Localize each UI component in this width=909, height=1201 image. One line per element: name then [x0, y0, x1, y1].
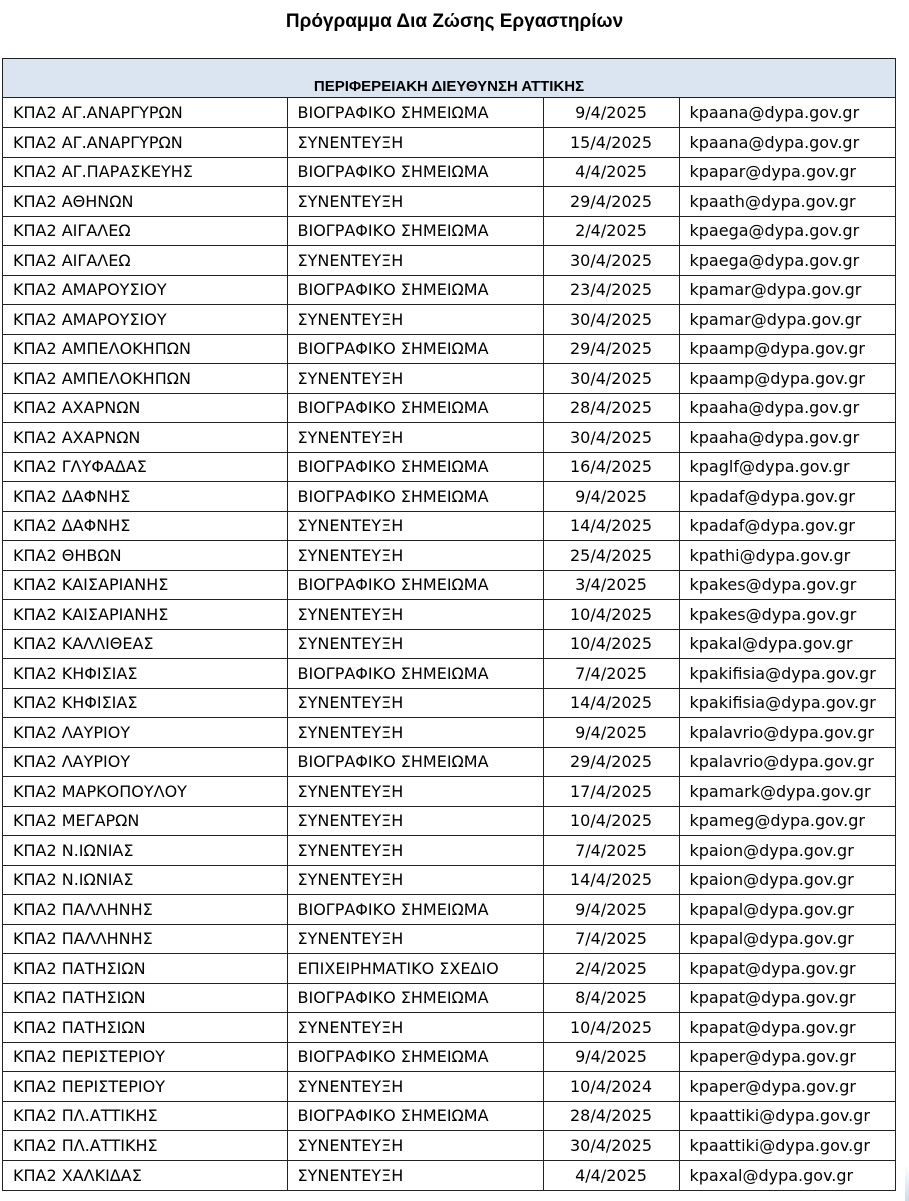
- email-cell: kpapal@dypa.gov.gr: [679, 924, 895, 954]
- document-title: Πρόγραμμα Δια Ζώσης Εργαστηρίων: [285, 11, 624, 32]
- date-cell: 10/4/2025: [543, 806, 679, 836]
- date-cell: 30/4/2025: [543, 1131, 679, 1161]
- table-row: [3, 98, 895, 128]
- date-cell: 28/4/2025: [543, 393, 679, 423]
- office-cell: ΚΠΑ2 ΔΑΦΝΗΣ: [3, 482, 287, 512]
- email-cell: kpakifisia@dypa.gov.gr: [679, 688, 895, 718]
- date-cell: 7/4/2025: [543, 659, 679, 689]
- office-cell: ΚΠΑ2 ΑΧΑΡΝΩΝ: [3, 423, 287, 453]
- office-cell: ΚΠΑ2 ΑΙΓΑΛΕΩ: [3, 246, 287, 276]
- table-row: [3, 1072, 895, 1102]
- date-cell: 14/4/2025: [543, 688, 679, 718]
- date-cell: 9/4/2025: [543, 718, 679, 748]
- date-cell: 9/4/2025: [543, 895, 679, 925]
- email-cell: kpaana@dypa.gov.gr: [679, 128, 895, 158]
- workshop-type-cell: ΣΥΝΕΝΤΕΥΞΗ: [287, 1131, 543, 1161]
- workshop-type-cell: ΒΙΟΓΡΑΦΙΚΟ ΣΗΜΕΙΩΜΑ: [287, 216, 543, 246]
- email-cell: kpakal@dypa.gov.gr: [679, 629, 895, 659]
- workshop-type-cell: ΣΥΝΕΝΤΕΥΞΗ: [287, 541, 543, 571]
- workshop-type-cell: ΒΙΟΓΡΑΦΙΚΟ ΣΗΜΕΙΩΜΑ: [287, 452, 543, 482]
- workshop-type-cell: ΣΥΝΕΝΤΕΥΞΗ: [287, 924, 543, 954]
- workshop-type-cell: ΣΥΝΕΝΤΕΥΞΗ: [287, 364, 543, 394]
- email-cell: kpakes@dypa.gov.gr: [679, 570, 895, 600]
- email-cell: kpaxal@dypa.gov.gr: [689, 1165, 854, 1185]
- workshop-type-cell: ΒΙΟΓΡΑΦΙΚΟ ΣΗΜΕΙΩΜΑ: [287, 334, 543, 364]
- table-row: [3, 1042, 895, 1072]
- date-cell: 10/4/2025: [543, 629, 679, 659]
- email-cell: kpaattiki@dypa.gov.gr: [679, 1101, 895, 1131]
- date-cell: 7/4/2025: [543, 924, 679, 954]
- schedule-table: [2, 58, 896, 1191]
- table-row: [3, 364, 895, 394]
- workshop-type-cell: ΒΙΟΓΡΑΦΙΚΟ ΣΗΜΕΙΩΜΑ: [287, 1042, 543, 1072]
- workshop-type-cell: ΒΙΟΓΡΑΦΙΚΟ ΣΗΜΕΙΩΜΑ: [287, 747, 543, 777]
- date-cell: 28/4/2025: [543, 1101, 679, 1131]
- workshop-type-cell: ΒΙΟΓΡΑΦΙΚΟ ΣΗΜΕΙΩΜΑ: [287, 98, 543, 128]
- office-cell: ΚΠΑ2 ΚΑΛΛΙΘΕΑΣ: [3, 629, 287, 659]
- table-body: [3, 98, 895, 1190]
- email-cell: kpaaha@dypa.gov.gr: [679, 423, 895, 453]
- email-cell: kpakifisia@dypa.gov.gr: [679, 659, 895, 689]
- email-cell: kpamar@dypa.gov.gr: [679, 305, 895, 335]
- table-row: [3, 924, 895, 954]
- date-cell: 30/4/2025: [543, 305, 679, 335]
- office-cell: ΚΠΑ2 ΧΑΛΚΙΔΑΣ: [3, 1160, 287, 1190]
- email-cell: kpaion@dypa.gov.gr: [679, 865, 895, 895]
- table-row: [3, 482, 895, 512]
- workshop-type-cell: ΣΥΝΕΝΤΕΥΞΗ: [287, 1072, 543, 1102]
- date-cell: 9/4/2025: [543, 482, 679, 512]
- workshop-type-cell: ΒΙΟΓΡΑΦΙΚΟ ΣΗΜΕΙΩΜΑ: [287, 1101, 543, 1131]
- office-cell: ΚΠΑ2 ΛΑΥΡΙΟΥ: [3, 747, 287, 777]
- workshop-type-cell: ΣΥΝΕΝΤΕΥΞΗ: [287, 423, 543, 453]
- workshop-type-cell: ΣΥΝΕΝΤΕΥΞΗ: [287, 629, 543, 659]
- office-cell: ΚΠΑ2 ΓΛΥΦΑΔΑΣ: [3, 452, 287, 482]
- date-cell: 10/4/2025: [543, 1013, 679, 1043]
- office-cell: ΚΠΑ2 ΑΓ.ΠΑΡΑΣΚΕΥΗΣ: [3, 157, 287, 187]
- workshop-type-cell: ΒΙΟΓΡΑΦΙΚΟ ΣΗΜΕΙΩΜΑ: [287, 275, 543, 305]
- table-row: [3, 747, 895, 777]
- office-cell: ΚΠΑ2 Ν.ΙΩΝΙΑΣ: [3, 836, 287, 866]
- table-row: [3, 600, 895, 630]
- email-cell: kpapat@dypa.gov.gr: [679, 983, 895, 1013]
- email-cell: kpameg@dypa.gov.gr: [679, 806, 895, 836]
- email-cell: kpaamp@dypa.gov.gr: [679, 364, 895, 394]
- table-row: [3, 246, 895, 276]
- email-cell: kpaega@dypa.gov.gr: [679, 216, 895, 246]
- table-row: [3, 1101, 895, 1131]
- table-row: [3, 511, 895, 541]
- table-row: [3, 1131, 895, 1161]
- email-cell: kpaaha@dypa.gov.gr: [679, 393, 895, 423]
- email-cell: kpaion@dypa.gov.gr: [679, 836, 895, 866]
- email-cell: kpamar@dypa.gov.gr: [679, 275, 895, 305]
- workshop-type-cell: ΣΥΝΕΝΤΕΥΞΗ: [287, 1013, 543, 1043]
- table-row: [3, 1160, 895, 1190]
- table-row: [3, 836, 895, 866]
- date-cell: 10/4/2024: [543, 1072, 679, 1102]
- office-cell: ΚΠΑ2 ΑΘΗΝΩΝ: [3, 187, 287, 217]
- table-row: [3, 216, 895, 246]
- workshop-type-cell: ΣΥΝΕΝΤΕΥΞΗ: [287, 187, 543, 217]
- workshop-type-cell: ΣΥΝΕΝΤΕΥΞΗ: [287, 777, 543, 807]
- email-cell: kpaana@dypa.gov.gr: [679, 98, 895, 128]
- office-cell: ΚΠΑ2 ΛΑΥΡΙΟΥ: [3, 718, 287, 748]
- date-cell: 25/4/2025: [543, 541, 679, 571]
- office-cell: ΚΠΑ2 ΘΗΒΩΝ: [3, 541, 287, 571]
- table-row: [3, 128, 895, 158]
- email-cell: kpathi@dypa.gov.gr: [679, 541, 895, 571]
- date-cell: 16/4/2025: [543, 452, 679, 482]
- workshop-type-cell: ΣΥΝΕΝΤΕΥΞΗ: [287, 836, 543, 866]
- office-cell: ΚΠΑ2 ΚΑΙΣΑΡΙΑΝΗΣ: [3, 570, 287, 600]
- table-row: [3, 393, 895, 423]
- table-row: [3, 983, 895, 1013]
- workshop-type-cell: ΣΥΝΕΝΤΕΥΞΗ: [287, 688, 543, 718]
- table-row: [3, 187, 895, 217]
- email-cell: kpadaf@dypa.gov.gr: [679, 511, 895, 541]
- workshop-table: [3, 98, 895, 1190]
- email-cell: kpaamp@dypa.gov.gr: [679, 334, 895, 364]
- workshop-type-cell: ΒΙΟΓΡΑΦΙΚΟ ΣΗΜΕΙΩΜΑ: [287, 393, 543, 423]
- workshop-type-cell: ΣΥΝΕΝΤΕΥΞΗ: [287, 305, 543, 335]
- workshop-type-cell: ΣΥΝΕΝΤΕΥΞΗ: [287, 600, 543, 630]
- table-row: [3, 895, 895, 925]
- office-cell: ΚΠΑ2 ΠΑΤΗΣΙΩΝ: [3, 1013, 287, 1043]
- workshop-type-cell: ΒΙΟΓΡΑΦΙΚΟ ΣΗΜΕΙΩΜΑ: [287, 157, 543, 187]
- table-row: [3, 275, 895, 305]
- office-cell: ΚΠΑ2 ΚΑΙΣΑΡΙΑΝΗΣ: [3, 600, 287, 630]
- office-cell: ΚΠΑ2 ΠΛ.ΑΤΤΙΚΗΣ: [3, 1101, 287, 1131]
- date-cell: 2/4/2025: [543, 954, 679, 984]
- workshop-type-cell: ΣΥΝΕΝΤΕΥΞΗ: [287, 511, 543, 541]
- office-cell: ΚΠΑ2 ΠΑΤΗΣΙΩΝ: [3, 954, 287, 984]
- office-cell: ΚΠΑ2 ΠΑΛΛΗΝΗΣ: [3, 895, 287, 925]
- table-row: [3, 570, 895, 600]
- workshop-type-cell: ΣΥΝΕΝΤΕΥΞΗ: [287, 128, 543, 158]
- office-cell: ΚΠΑ2 ΑΙΓΑΛΕΩ: [3, 216, 287, 246]
- table-row: [3, 423, 895, 453]
- decorative-edge: [905, 1165, 909, 1201]
- date-cell: 15/4/2025: [543, 128, 679, 158]
- workshop-type-cell: ΒΙΟΓΡΑΦΙΚΟ ΣΗΜΕΙΩΜΑ: [287, 570, 543, 600]
- workshop-type-cell: ΕΠΙΧΕΙΡΗΜΑΤΙΚΟ ΣΧΕΔΙΟ: [287, 954, 543, 984]
- table-row: [3, 954, 895, 984]
- email-cell: kpapat@dypa.gov.gr: [679, 954, 895, 984]
- table-row: [3, 777, 895, 807]
- email-cell: kpakes@dypa.gov.gr: [679, 600, 895, 630]
- workshop-type-cell: ΣΥΝΕΝΤΕΥΞΗ: [287, 806, 543, 836]
- table-row: [3, 305, 895, 335]
- date-cell: 29/4/2025: [543, 334, 679, 364]
- table-row: [3, 718, 895, 748]
- workshop-type-cell: ΒΙΟΓΡΑΦΙΚΟ ΣΗΜΕΙΩΜΑ: [287, 983, 543, 1013]
- email-cell: kpamark@dypa.gov.gr: [679, 777, 895, 807]
- date-cell: 9/4/2025: [543, 1042, 679, 1072]
- table-row: [3, 865, 895, 895]
- office-cell: ΚΠΑ2 ΑΓ.ΑΝΑΡΓΥΡΩΝ: [3, 98, 287, 128]
- workshop-type-cell: ΣΥΝΕΝΤΕΥΞΗ: [287, 1160, 543, 1190]
- office-cell: ΚΠΑ2 ΚΗΦΙΣΙΑΣ: [3, 659, 287, 689]
- email-cell: kpaega@dypa.gov.gr: [679, 246, 895, 276]
- table-row: [3, 806, 895, 836]
- workshop-type-cell: ΣΥΝΕΝΤΕΥΞΗ: [287, 246, 543, 276]
- office-cell: ΚΠΑ2 ΜΑΡΚΟΠΟΥΛΟΥ: [3, 777, 287, 807]
- email-cell: kpapat@dypa.gov.gr: [679, 1013, 895, 1043]
- table-row: [3, 541, 895, 571]
- workshop-type-cell: ΒΙΟΓΡΑΦΙΚΟ ΣΗΜΕΙΩΜΑ: [287, 895, 543, 925]
- region-header: [3, 59, 895, 98]
- office-cell: ΚΠΑ2 ΑΜΑΡΟΥΣΙΟΥ: [3, 275, 287, 305]
- office-cell: ΚΠΑ2 ΑΜΠΕΛΟΚΗΠΩΝ: [3, 334, 287, 364]
- office-cell: ΚΠΑ2 ΑΓ.ΑΝΑΡΓΥΡΩΝ: [3, 128, 287, 158]
- email-cell: kpaper@dypa.gov.gr: [679, 1042, 895, 1072]
- email-cell: kpaper@dypa.gov.gr: [679, 1072, 895, 1102]
- office-cell: ΚΠΑ2 ΑΜΑΡΟΥΣΙΟΥ: [3, 305, 287, 335]
- date-cell: 8/4/2025: [543, 983, 679, 1013]
- table-row: [3, 452, 895, 482]
- office-cell: ΚΠΑ2 ΠΑΤΗΣΙΩΝ: [3, 983, 287, 1013]
- table-row: [3, 334, 895, 364]
- table-row: [3, 1013, 895, 1043]
- date-cell: 14/4/2025: [543, 865, 679, 895]
- office-cell: ΚΠΑ2 ΑΜΠΕΛΟΚΗΠΩΝ: [3, 364, 287, 394]
- date-cell: 30/4/2025: [543, 364, 679, 394]
- workshop-type-cell: ΒΙΟΓΡΑΦΙΚΟ ΣΗΜΕΙΩΜΑ: [287, 482, 543, 512]
- email-cell: kpaattiki@dypa.gov.gr: [679, 1131, 895, 1161]
- region-header-label: ΠΕΡΙΦΕΡΕΙΑΚΗ ΔΙΕΥΘΥΝΣΗ ΑΤΤΙΚΗΣ: [313, 78, 585, 95]
- email-cell: kpalavrio@dypa.gov.gr: [679, 747, 895, 777]
- office-cell: ΚΠΑ2 Ν.ΙΩΝΙΑΣ: [3, 865, 287, 895]
- email-cell: kpadaf@dypa.gov.gr: [679, 482, 895, 512]
- office-cell: ΚΠΑ2 ΑΧΑΡΝΩΝ: [3, 393, 287, 423]
- date-cell: 23/4/2025: [543, 275, 679, 305]
- office-cell: ΚΠΑ2 ΠΕΡΙΣΤΕΡΙΟΥ: [3, 1042, 287, 1072]
- table-row: [3, 157, 895, 187]
- office-cell: ΚΠΑ2 ΠΑΛΛΗΝΗΣ: [3, 924, 287, 954]
- date-cell: 7/4/2025: [543, 836, 679, 866]
- email-cell: kpaglf@dypa.gov.gr: [679, 452, 895, 482]
- date-cell: 29/4/2025: [543, 187, 679, 217]
- date-cell: 29/4/2025: [543, 747, 679, 777]
- table-row: [3, 688, 895, 718]
- email-cell: kpapar@dypa.gov.gr: [679, 157, 895, 187]
- workshop-type-cell: ΣΥΝΕΝΤΕΥΞΗ: [287, 718, 543, 748]
- date-cell: 10/4/2025: [543, 600, 679, 630]
- email-cell: kpapal@dypa.gov.gr: [679, 895, 895, 925]
- date-cell: 17/4/2025: [543, 777, 679, 807]
- date-cell: 4/4/2025: [543, 157, 679, 187]
- date-cell: 30/4/2025: [543, 423, 679, 453]
- table-row: [3, 629, 895, 659]
- date-cell: 30/4/2025: [543, 246, 679, 276]
- office-cell: ΚΠΑ2 ΜΕΓΑΡΩΝ: [3, 806, 287, 836]
- office-cell: ΚΠΑ2 ΠΛ.ΑΤΤΙΚΗΣ: [3, 1131, 287, 1161]
- office-cell: ΚΠΑ2 ΠΕΡΙΣΤΕΡΙΟΥ: [3, 1072, 287, 1102]
- office-cell: ΚΠΑ2 ΚΗΦΙΣΙΑΣ: [3, 688, 287, 718]
- email-cell: kpalavrio@dypa.gov.gr: [679, 718, 895, 748]
- date-cell: 3/4/2025: [543, 570, 679, 600]
- email-cell: kpaath@dypa.gov.gr: [679, 187, 895, 217]
- workshop-type-cell: ΒΙΟΓΡΑΦΙΚΟ ΣΗΜΕΙΩΜΑ: [287, 659, 543, 689]
- table-row: [3, 659, 895, 689]
- date-cell: 4/4/2025: [543, 1160, 679, 1190]
- date-cell: 14/4/2025: [543, 511, 679, 541]
- date-cell: 2/4/2025: [543, 216, 679, 246]
- office-cell: ΚΠΑ2 ΔΑΦΝΗΣ: [3, 511, 287, 541]
- workshop-type-cell: ΣΥΝΕΝΤΕΥΞΗ: [287, 865, 543, 895]
- date-cell: 9/4/2025: [543, 98, 679, 128]
